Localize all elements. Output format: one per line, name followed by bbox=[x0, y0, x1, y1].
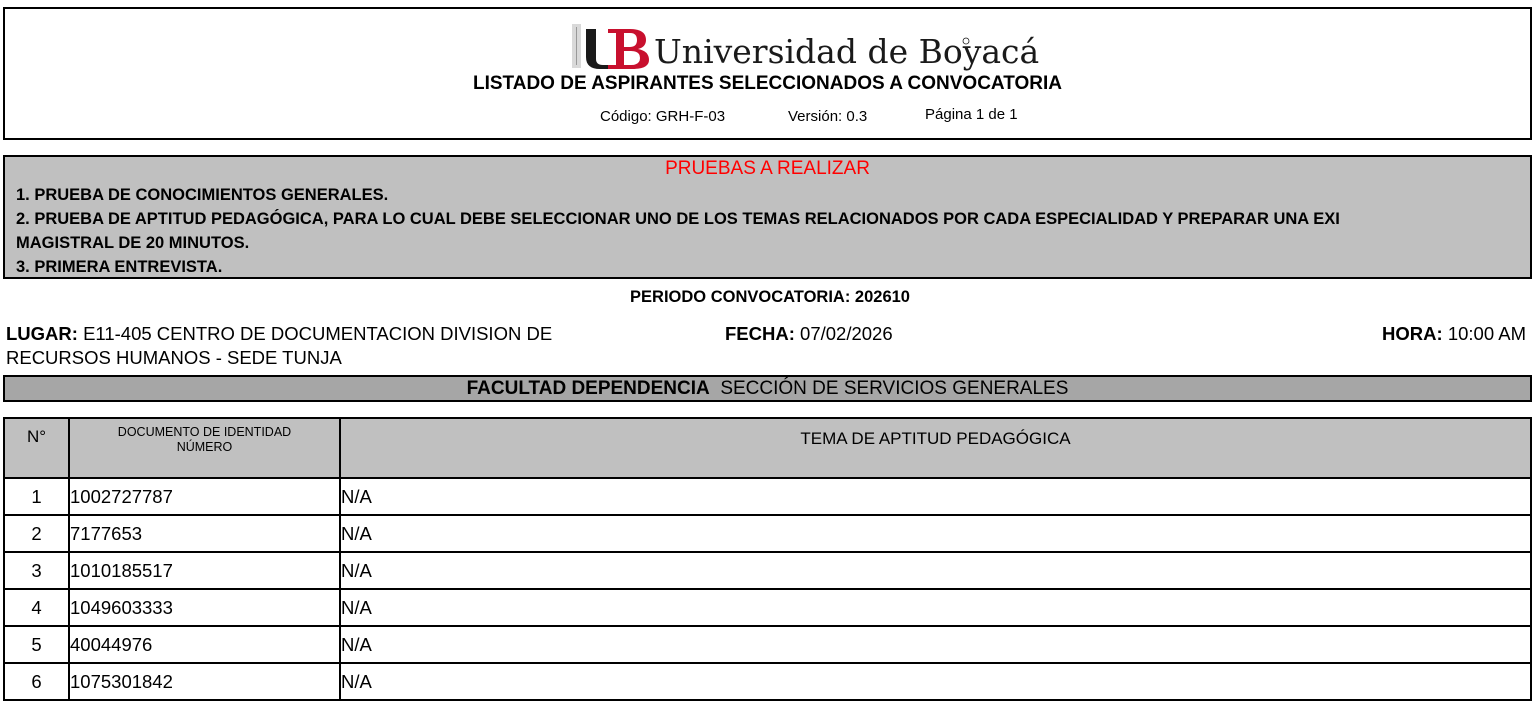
row-number: 2 bbox=[4, 515, 69, 552]
page-indicator: Página 1 de 1 bbox=[925, 106, 1018, 123]
university-logo bbox=[572, 19, 1040, 73]
tests-section bbox=[3, 155, 1532, 279]
document-title: LISTADO DE ASPIRANTES SELECCIONADOS A CONVOCATORIA bbox=[472, 73, 1063, 94]
faculty-bar bbox=[3, 375, 1532, 402]
row-document: 7177653 bbox=[69, 515, 340, 552]
period-label: PERIODO CONVOCATORIA: 202610 bbox=[630, 288, 910, 306]
table-row bbox=[4, 626, 1531, 663]
applicants-table bbox=[3, 417, 1532, 701]
row-topic: N/A bbox=[340, 589, 1531, 626]
table-row bbox=[4, 663, 1531, 700]
location-line1: E11-405 CENTRO DE DOCUMENTACION DIVISION DE bbox=[77, 323, 553, 344]
table-row bbox=[4, 478, 1531, 515]
row-topic: N/A bbox=[340, 552, 1531, 589]
date-value: 07/02/2026 bbox=[794, 323, 893, 344]
row-topic: N/A bbox=[340, 626, 1531, 663]
row-number: 6 bbox=[4, 663, 69, 700]
table-row bbox=[4, 515, 1531, 552]
time-info bbox=[1382, 322, 1526, 346]
row-document: 1002727787 bbox=[69, 478, 340, 515]
row-number: 1 bbox=[4, 478, 69, 515]
column-header-document-line1: DOCUMENTO DE IDENTIDAD bbox=[117, 425, 292, 439]
test-item: 3. PRIMERA ENTREVISTA. bbox=[16, 258, 223, 276]
test-item: MAGISTRAL DE 20 MINUTOS. bbox=[16, 234, 250, 252]
column-header-document bbox=[69, 418, 340, 478]
table-row bbox=[4, 589, 1531, 626]
tests-title: PRUEBAS A REALIZAR bbox=[665, 158, 870, 179]
document-header bbox=[3, 7, 1532, 140]
row-topic: N/A bbox=[340, 515, 1531, 552]
table-header-row bbox=[4, 418, 1531, 478]
date-label: FECHA: bbox=[725, 323, 795, 344]
column-header-document-line2: NÚMERO bbox=[176, 440, 233, 454]
row-document: 1049603333 bbox=[69, 589, 340, 626]
time-label: HORA: bbox=[1382, 323, 1443, 344]
column-header-topic: TEMA DE APTITUD PEDAGÓGICA bbox=[340, 418, 1531, 478]
row-document: 40044976 bbox=[69, 626, 340, 663]
row-topic: N/A bbox=[340, 478, 1531, 515]
row-topic: N/A bbox=[340, 663, 1531, 700]
row-number: 4 bbox=[4, 589, 69, 626]
document-code: Código: GRH-F-03 bbox=[600, 108, 726, 125]
date-info bbox=[725, 322, 893, 346]
row-number: 3 bbox=[4, 552, 69, 589]
row-document: 1075301842 bbox=[69, 663, 340, 700]
location-line2: RECURSOS HUMANOS - SEDE TUNJA bbox=[6, 347, 342, 368]
row-number: 5 bbox=[4, 626, 69, 663]
table-row bbox=[4, 552, 1531, 589]
column-header-number: N° bbox=[4, 418, 69, 478]
test-item: 2. PRUEBA DE APTITUD PEDAGÓGICA, PARA LO CUAL DEBE SELECCIONAR UNO DE LOS TEMAS RELACIONADOS POR CADA ESPECIALIDAD Y PREPARAR UNA EXI bbox=[16, 210, 1340, 228]
faculty-value: SECCIÓN DE SERVICIOS GENERALES bbox=[720, 378, 1069, 399]
faculty-label: FACULTAD DEPENDENCIA bbox=[466, 378, 710, 399]
row-document: 1010185517 bbox=[69, 552, 340, 589]
tests-list bbox=[16, 183, 1530, 279]
time-value: 10:00 AM bbox=[1442, 323, 1526, 344]
location-info bbox=[6, 322, 552, 370]
document-version: Versión: 0.3 bbox=[788, 108, 868, 125]
test-item: 1. PRUEBA DE CONOCIMIENTOS GENERALES. bbox=[16, 186, 389, 204]
logo-wordmark: Universidad de Boyacá bbox=[654, 32, 1040, 71]
location-label: LUGAR: bbox=[6, 323, 78, 344]
